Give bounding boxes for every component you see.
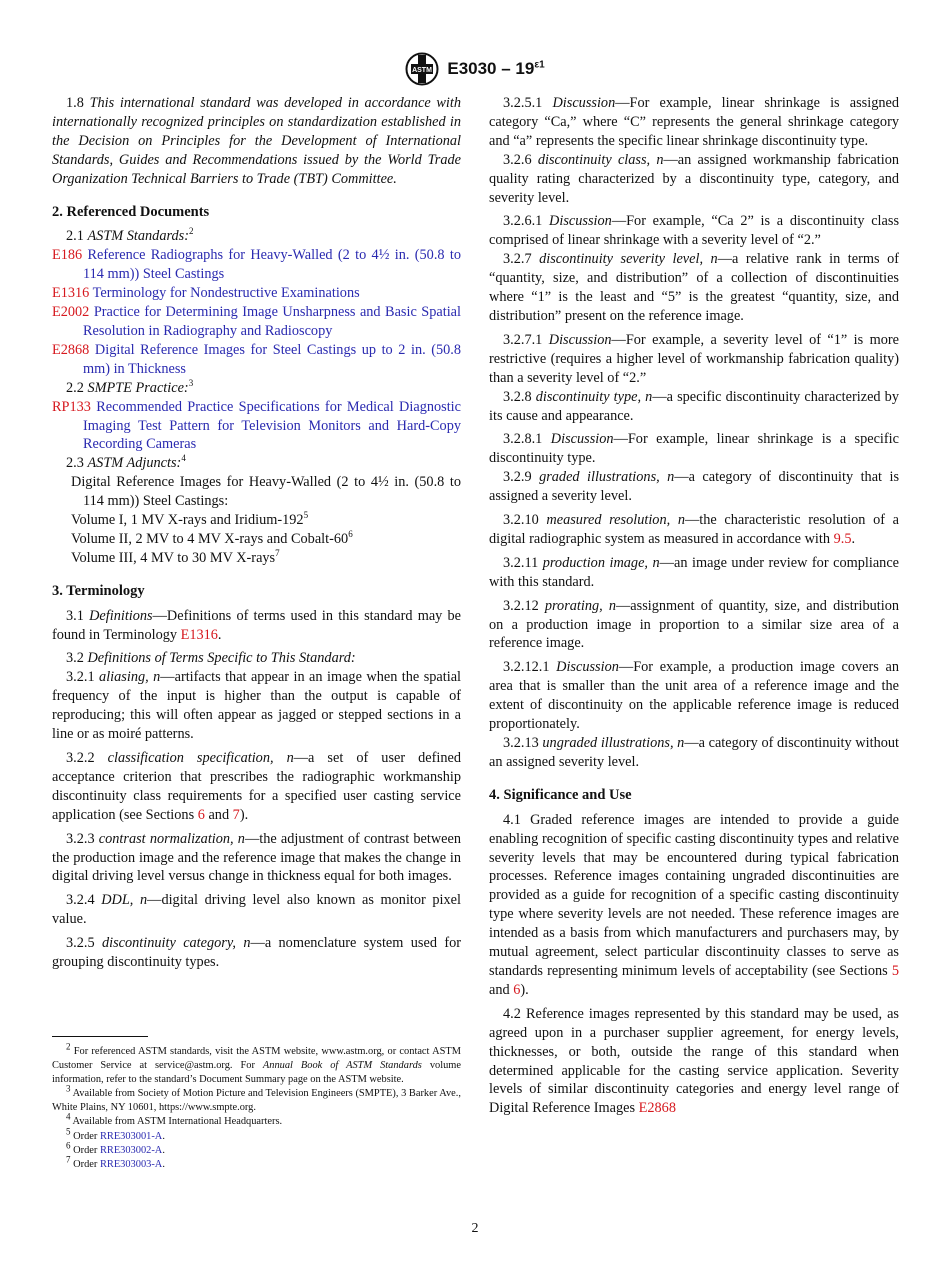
paragraph-4-1: 4.1 Graded reference images are intended to provide a guide enabling recognition of specific casting discontinuity types and relative severity levels that may be encountered during typical fabrication processes. Reference images containing ungraded discontinuities are provided as a guide for recognition of a specific casting discontinuity type where severity levels are not needed. These reference images are intended as a basis from which manufacturers and purchasers may, by mutual agreement, select particular discontinuity classes to serve as standards representing minimum levels of acceptability (see Sections 5 and 6). — [489, 811, 899, 998]
link-section-5[interactable]: 5 — [891, 962, 899, 979]
paragraph-3-2-4: 3.2.4 DDL, n—digital driving level also known as monitor pixel value. — [52, 892, 461, 928]
ref-e186[interactable]: E186 Reference Radiographs for Heavy-Walled (2 to 4½ in. (50.8 to 114 mm)) Steel Castings — [52, 247, 461, 283]
paragraph-3-2-9: 3.2.9 graded illustrations, n—a category of discontinuity that is assigned a severity level. — [489, 469, 900, 505]
ref-e2002[interactable]: E2002 Practice for Determining Image Unsharpness and Basic Spatial Resolution in Radiography and Radioscopy — [52, 304, 461, 339]
edition-superscript: ε1 — [534, 59, 545, 71]
standard-designation: $E3030 - 19^{\varepsilon 1}$ — [447, 59, 545, 78]
paragraph-3-2-13: 3.2.13 ungraded illustrations, n—a category of discontinuity without an assigned severity level. — [489, 735, 899, 770]
footnote-5: $^5$ Order RRE303001-A. — [66, 1126, 165, 1142]
paragraph-3-2-5-1: 3.2.5.1 Discussion—For example, linear shrinkage is assigned category “Ca,” where “C” represents the general shrinkage category and “a” represents the specific linear shrinkage discontinuity type. — [489, 95, 899, 149]
adjunct-volume-2: Volume II, 2 MV to 4 MV X-rays and Cobalt-$60^6$ — [71, 529, 353, 547]
paragraph-3-2-12: 3.2.12 prorating, n—assignment of quantity, size, and distribution on a production image in proportion to a similar size area of a reference image. — [489, 597, 899, 652]
footnote-7: $^7$ Order RRE303003-A. — [66, 1154, 165, 1170]
paragraph-2-3: 2.3 ASTM Adjuncts:$^4$ — [66, 453, 186, 472]
link-e2868[interactable]: E2868 — [638, 1100, 676, 1117]
paragraph-3-2-2: 3.2.2 classification specification, n—a set of user defined acceptance criterion that prescribes the radiographic workmanship discontinuity class requirements for a specified user casting service application (see Sections 6 and 7). — [52, 750, 462, 823]
paragraph-3-1: 3.1 Definitions—Definitions of terms used in this standard may be found in Terminology E1316. — [52, 607, 462, 643]
paragraph-3-2-11: 3.2.11 production image, n—an image under review for compliance with this standard. — [489, 554, 900, 590]
ref-e1316[interactable]: E1316 Terminology for Nondestructive Examinations — [52, 285, 360, 302]
paragraph-3-2-7-1: 3.2.7.1 Discussion—For example, a severity level of “1” is more restrictive (requires a higher level of workmanship fabrication quality) than a severity level of “2.” — [489, 331, 899, 386]
paragraph-3-2-8-1: 3.2.8.1 Discussion—For example, linear shrinkage is a specific discontinuity type. — [489, 431, 899, 467]
paragraph-2-1: 2.1 ASTM Standards:$^2$ — [66, 226, 194, 245]
footnote-6: $^6$ Order RRE303002-A. — [66, 1140, 165, 1156]
section-2-heading: 2. Referenced Documents — [52, 203, 210, 220]
astm-logo-icon — [405, 52, 439, 86]
adjunct-title: Digital Reference Images for Heavy-Walled (2 to 4½ in. (50.8 to 114 mm)) Steel Castings: — [71, 474, 461, 510]
link-9-5[interactable]: 9.5 — [833, 530, 852, 547]
paragraph-3-2-6: 3.2.6 discontinuity class, n—an assigned workmanship fabrication quality rating characterized by a discontinuity type, category, and severity level. — [489, 151, 899, 206]
link-section-7[interactable]: 7 — [232, 806, 240, 823]
paragraph-3-2-8: 3.2.8 discontinuity type, n—a specific discontinuity characterized by its cause and appearance. — [489, 388, 899, 424]
ref-rp133[interactable]: RP133 Recommended Practice Specifications for Medical Diagnostic Imaging Test Pattern for Television Monitors and Hard-Copy Recording Cameras — [52, 398, 461, 453]
page-number: 2 — [471, 1221, 479, 1236]
link-section-6[interactable]: 6 — [197, 806, 205, 823]
paragraph-1-8: 1.8 This international standard was developed in accordance with internationally recognized principles on standardization established in the Decision on Principles for the Development of International Standards, Guides and Recommendations issued by the World Trade Organization Technical Barriers to Trade (TBT) Committee. — [52, 95, 462, 187]
ref-e2868[interactable]: E2868 Digital Reference Images for Steel Castings up to 2 in. (50.8 mm) in Thickness — [52, 341, 462, 377]
paragraph-3-2-6-1: 3.2.6.1 Discussion—For example, “Ca 2” is a discontinuity class comprised of linear shrinkage with a severity level of “2.” — [489, 213, 900, 249]
paragraph-3-2-1: 3.2.1 aliasing, n—artifacts that appear in an image when the spatial frequency of the input is higher than the output is capable of reproducing; this will often appear as jagged or stepped sections in a line or as moiré patterns. — [52, 669, 462, 743]
section-4-heading: 4. Significance and Use — [489, 786, 632, 803]
svg-text:ASTM: ASTM — [412, 67, 433, 74]
paragraph-3-2-7: 3.2.7 discontinuity severity level, n—a relative rank in terms of “quantity, size, and distribution” of a collection of discontinuities where “1” is the least and “5” is the greatest “quantity, size, and distribution” present on the reference image. — [489, 251, 899, 324]
link-rre303003[interactable]: RRE303003-A — [99, 1158, 163, 1170]
paragraph-4-2: 4.2 Reference images represented by this standard may be used, as agreed upon in a purchaser supplier agreement, for energy levels, thicknesses, or both, outside the range of this standard when determined applicable for the casting service application. Severity levels of similar discontinuity categories and energy level range of Digital Reference Images E2868 — [489, 1005, 899, 1117]
right-column — [489, 94, 899, 1118]
paragraph-3-2-3: 3.2.3 contrast normalization, n—the adjustment of contrast between the production image and the reference image that makes the change in digital driving level versus change in thickness equal for both images. — [52, 830, 461, 885]
paragraph-3-2-5: 3.2.5 discontinuity category, n—a nomenclature system used for grouping discontinuity types. — [52, 935, 462, 971]
footnote-divider — [52, 1036, 148, 1037]
footnote-3: $^3$ Available from Society of Motion Picture and Television Engineers (SMPTE), 3 Barker Ave., White Plains, NY 10601, https://www.smpte.org. — [52, 1083, 461, 1114]
paragraph-3-2: 3.2 Definitions of Terms Specific to This Standard: — [66, 650, 356, 667]
footnotes — [52, 1036, 461, 1172]
link-rre303001[interactable]: RRE303001-A — [99, 1130, 163, 1142]
adjunct-volume-3: Volume III, 4 MV to 30 MV X-rays$^7$ — [71, 548, 280, 566]
link-e1316[interactable]: E1316 — [180, 626, 218, 643]
paragraph-3-2-10: 3.2.10 measured resolution, n—the characteristic resolution of a digital radiographic system as measured in accordance with 9.5. — [489, 512, 900, 547]
paragraph-2-2: 2.2 SMPTE Practice:$^3$ — [66, 377, 194, 396]
left-column — [52, 94, 461, 972]
paragraph-3-2-12-1: 3.2.12.1 Discussion—For example, a production image covers an area that is smaller than the unit area of a reference image and the extent of discontinuity on the applicable reference image is reduced proportionately. — [489, 659, 899, 733]
section-3-heading: 3. Terminology — [52, 582, 145, 599]
link-section-6-b[interactable]: 6 — [513, 981, 521, 998]
footnote-4: $^4$ Available from ASTM International Headquarters. — [66, 1112, 283, 1128]
footnote-2: $^2$ For referenced ASTM standards, visit the ASTM website, www.astm.org, or contact ASTM Customer Service at service@astm.org. For Annual Book of ASTM Standards volume information, refer to the standard’s Document Summary page on the ASTM website. — [52, 1041, 461, 1086]
page-header — [0, 52, 950, 86]
adjunct-volume-1: Volume I, 1 MV X-rays and Iridium-$192^5$ — [71, 510, 309, 529]
link-rre303002[interactable]: RRE303002-A — [99, 1144, 163, 1156]
